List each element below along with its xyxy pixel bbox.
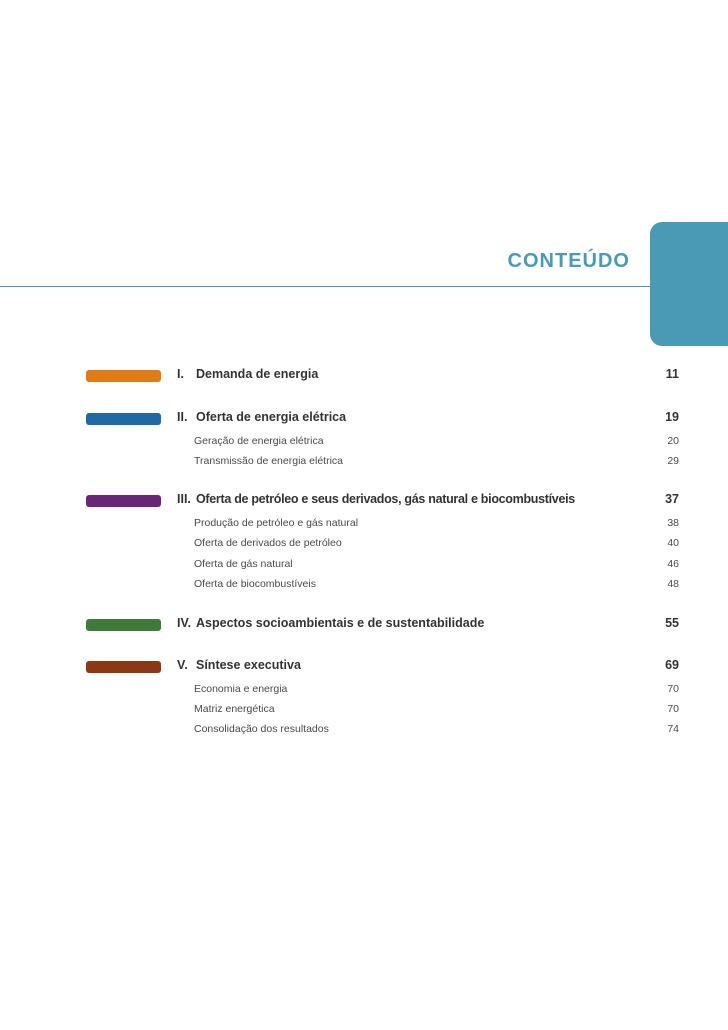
section-numeral: II. xyxy=(177,410,188,424)
toc-entry-main[interactable] xyxy=(177,492,679,510)
subsection-title: Produção de petróleo e gás natural xyxy=(194,517,359,529)
toc-entry-sub[interactable] xyxy=(194,723,679,739)
header-rule xyxy=(0,286,650,287)
subsection-title: Oferta de gás natural xyxy=(194,558,293,570)
toc-entry-sub[interactable] xyxy=(194,683,679,699)
page-number: 74 xyxy=(667,723,679,735)
section-color-bar xyxy=(86,413,161,425)
subsection-title: Consolidação dos resultados xyxy=(194,723,329,735)
section-color-bar xyxy=(86,370,161,382)
section-color-bar xyxy=(86,661,161,673)
section-color-bar xyxy=(86,495,161,507)
subsection-title: Matriz energética xyxy=(194,703,275,715)
page-number: 69 xyxy=(665,658,679,672)
toc-entry-sub[interactable] xyxy=(194,455,679,471)
page-number: 29 xyxy=(667,455,679,467)
subsection-title: Geração de energia elétrica xyxy=(194,435,324,447)
toc-entry-sub[interactable] xyxy=(194,578,679,594)
section-numeral: V. xyxy=(177,658,188,672)
toc-entry-main[interactable] xyxy=(177,616,679,634)
page-title: CONTEÚDO xyxy=(507,250,630,272)
section-numeral: I. xyxy=(177,367,184,381)
section-numeral: III. xyxy=(177,492,191,506)
toc-entry-sub[interactable] xyxy=(194,558,679,574)
toc-entry-sub[interactable] xyxy=(194,517,679,533)
page-number: 40 xyxy=(667,537,679,549)
page-number: 37 xyxy=(665,492,679,506)
section-title: Oferta de energia elétrica xyxy=(196,410,347,424)
chapter-tab xyxy=(650,222,728,346)
page-number: 38 xyxy=(667,517,679,529)
subsection-title: Oferta de biocombustíveis xyxy=(194,578,316,590)
page-number: 19 xyxy=(665,410,679,424)
section-numeral: IV. xyxy=(177,616,192,630)
section-color-bar xyxy=(86,619,161,631)
page-number: 11 xyxy=(665,367,679,381)
toc-entry-sub[interactable] xyxy=(194,435,679,451)
toc-entry-sub[interactable] xyxy=(194,703,679,719)
toc-entry-main[interactable] xyxy=(177,410,679,428)
toc-entry-main[interactable] xyxy=(177,658,679,676)
section-title: Oferta de petróleo e seus derivados, gás natural e biocombustíveis xyxy=(196,492,575,506)
page-number: 46 xyxy=(667,558,679,570)
page-number: 48 xyxy=(667,578,679,590)
section-title: Síntese executiva xyxy=(196,658,301,672)
toc-entry-main[interactable] xyxy=(177,367,679,385)
page-number: 70 xyxy=(667,703,679,715)
toc-entry-sub[interactable] xyxy=(194,537,679,553)
page-number: 70 xyxy=(667,683,679,695)
page-number: 55 xyxy=(665,616,679,630)
subsection-title: Oferta de derivados de petróleo xyxy=(194,537,342,549)
section-title: Demanda de energia xyxy=(196,367,319,381)
subsection-title: Transmissão de energia elétrica xyxy=(194,455,344,467)
subsection-title: Economia e energia xyxy=(194,683,288,695)
section-title: Aspectos socioambientais e de sustentabilidade xyxy=(196,616,485,630)
page-number: 20 xyxy=(667,435,679,447)
